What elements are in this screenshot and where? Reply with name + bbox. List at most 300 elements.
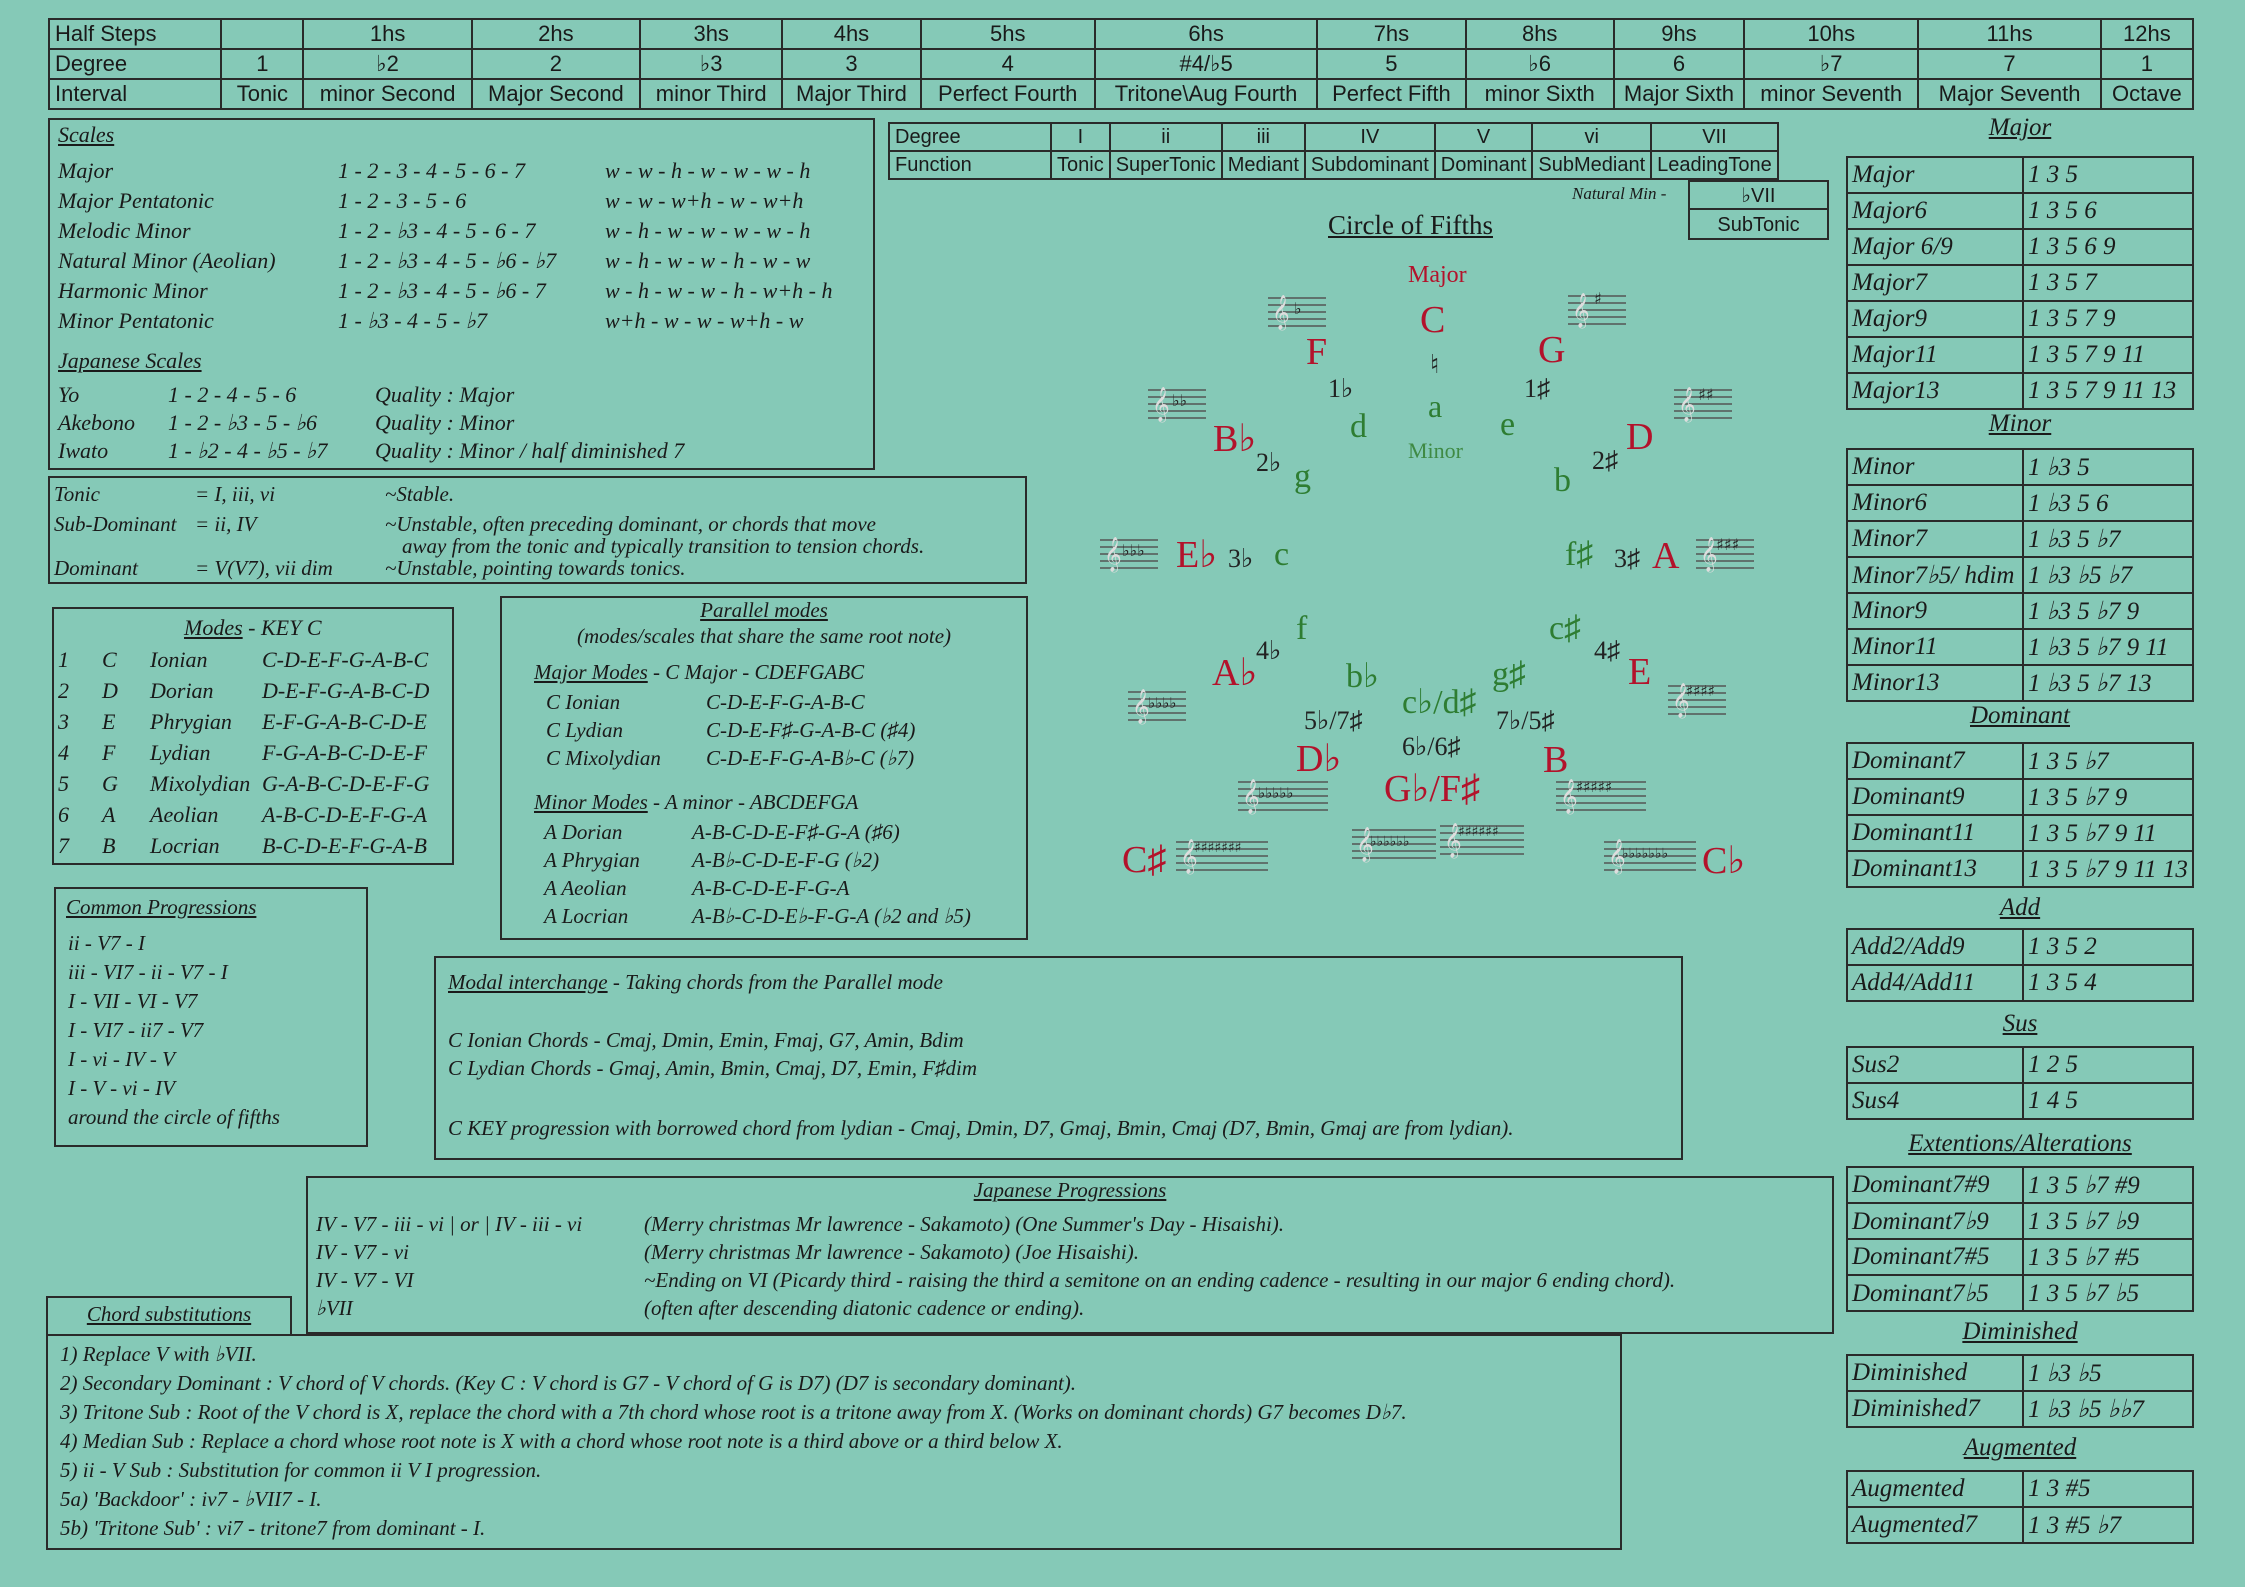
scales-title: Scales bbox=[58, 122, 115, 147]
interval-row bbox=[49, 79, 2193, 109]
substitution: 4) Median Sub : Replace a chord whose root note is X with a chord whose root note is a third above or a third below X. bbox=[60, 1429, 1063, 1453]
svg-text:♯♯♯♯♯♯♯: ♯♯♯♯♯♯♯ bbox=[1194, 840, 1242, 856]
modal-line: C KEY progression with borrowed chord from lydian - Cmaj, Dmin, D7, Gmaj, Bmin, Cmaj (D7, Bmin, Gmaj are from lydian). bbox=[448, 1116, 1514, 1140]
chord-name: Add2/Add9 bbox=[1847, 929, 2023, 965]
substitution: 3) Tritone Sub : Root of the V chord is X, replace the chord with a 7th chord whose root is a tritone away from X. (Works on dominant chords) G7 becomes D♭7. bbox=[60, 1400, 1407, 1424]
table-cell: minor Second bbox=[303, 79, 471, 109]
table-cell: V bbox=[1435, 123, 1533, 151]
chord-name: Augmented bbox=[1847, 1471, 2023, 1507]
table-cell: Tonic bbox=[1051, 151, 1110, 179]
accidental-count: 1♯ bbox=[1524, 374, 1550, 403]
chord-formula: 1 3 5 6 bbox=[2023, 193, 2193, 229]
scale-steps: w - w - h - w - w - w - h bbox=[605, 158, 811, 183]
chord-name: Augmented7 bbox=[1847, 1507, 2023, 1543]
parallel-mode-name: C Ionian bbox=[546, 690, 621, 714]
svg-text:♭♭♭: ♭♭♭ bbox=[1122, 541, 1145, 560]
chord-formula: 1 3 5 ♭7 9 11 bbox=[2023, 815, 2193, 851]
svg-text:𝄞: 𝄞 bbox=[1356, 827, 1374, 862]
chord-formula: 1 3 #5 ♭7 bbox=[2023, 1507, 2193, 1543]
svg-text:𝄞: 𝄞 bbox=[1608, 839, 1626, 874]
chord-heading: Minor bbox=[1988, 410, 2052, 437]
chord-formula: 1 3 5 4 bbox=[2023, 965, 2193, 1001]
parallel-mode-notes: A-B-C-D-E-F-G-A bbox=[692, 876, 850, 900]
circle-title: Circle of Fifths bbox=[1328, 210, 1493, 240]
table-cell: minor Seventh bbox=[1744, 79, 1918, 109]
table-cell: Major Second bbox=[472, 79, 640, 109]
scale-degrees: 1 - 2 - ♭3 - 4 - 5 - ♭6 - 7 bbox=[338, 278, 546, 303]
chord-name: Diminished bbox=[1847, 1355, 2023, 1391]
staff-icon bbox=[1440, 820, 1524, 860]
chord-heading: Extentions/Alterations bbox=[1908, 1130, 2132, 1157]
scale-quality: Quality : Minor / half diminished 7 bbox=[375, 438, 685, 463]
function-chords: = I, iii, vi bbox=[195, 482, 276, 506]
chord-name: Major bbox=[1847, 157, 2023, 193]
table-cell: 8hs bbox=[1466, 19, 1614, 49]
table-cell: 12hs bbox=[2101, 19, 2193, 49]
staff-icon bbox=[1100, 534, 1158, 574]
svg-text:♯♯♯♯♯♯: ♯♯♯♯♯♯ bbox=[1458, 824, 1499, 840]
modes-title-text: Modes bbox=[184, 615, 243, 640]
table-cell: 2 bbox=[472, 49, 640, 79]
minor-key: c♭/d♯ bbox=[1402, 684, 1477, 721]
chord-heading: Sus bbox=[2002, 1010, 2038, 1037]
table-cell: Major Sixth bbox=[1614, 79, 1744, 109]
substitutions-title: Chord substitutions bbox=[86, 1302, 252, 1326]
major-key: G bbox=[1538, 329, 1566, 371]
japanese-prog-desc: (often after descending diatonic cadence or ending). bbox=[644, 1296, 1085, 1320]
mode-num: 3 bbox=[58, 709, 69, 734]
chord-name: Major6 bbox=[1847, 193, 2023, 229]
chord-formula: 1 3 5 bbox=[2023, 157, 2193, 193]
sus-chords-table bbox=[1846, 1046, 2194, 1120]
chord-name: Dominant11 bbox=[1847, 815, 2023, 851]
chord-name: Dominant7♭5 bbox=[1847, 1275, 2023, 1311]
major-key: A♭ bbox=[1212, 652, 1258, 694]
major-key: E bbox=[1628, 651, 1652, 693]
svg-text:𝄞: 𝄞 bbox=[1560, 779, 1578, 814]
staff-icon bbox=[1148, 384, 1206, 424]
major-key: B bbox=[1543, 739, 1569, 781]
chord-name: Major 6/9 bbox=[1847, 229, 2023, 265]
progression: around the circle of fifths bbox=[68, 1105, 280, 1129]
svg-text:♯♯♯♯♯: ♯♯♯♯♯ bbox=[1576, 778, 1613, 796]
parallel-mode-name: A Phrygian bbox=[544, 848, 640, 872]
chord-name: Sus4 bbox=[1847, 1083, 2023, 1119]
scale-degrees: 1 - 2 - ♭3 - 4 - 5 - 6 - 7 bbox=[338, 218, 536, 243]
table-cell: Half Steps bbox=[49, 19, 221, 49]
chord-formula: 1 3 5 7 9 bbox=[2023, 301, 2193, 337]
chord-name: Minor bbox=[1847, 449, 2023, 485]
table-cell: 3 bbox=[782, 49, 920, 79]
mode-num: 7 bbox=[58, 833, 69, 858]
minor-key: a bbox=[1428, 388, 1443, 424]
chord-formula: 1 3 5 2 bbox=[2023, 929, 2193, 965]
degree-row bbox=[49, 49, 2193, 79]
mode-name: Dorian bbox=[150, 678, 214, 703]
function-name: Dominant bbox=[54, 556, 138, 580]
table-cell: 1 bbox=[2101, 49, 2193, 79]
minor-key: b bbox=[1554, 462, 1571, 499]
table-cell: 6hs bbox=[1095, 19, 1317, 49]
staff-icon bbox=[1604, 836, 1696, 876]
mode-key: A bbox=[102, 802, 116, 827]
chord-formula: 1 3 5 ♭7 9 11 13 bbox=[2023, 851, 2193, 887]
table-cell: 5 bbox=[1317, 49, 1465, 79]
table-cell: 2hs bbox=[472, 19, 640, 49]
table-cell: ii bbox=[1110, 123, 1222, 151]
japanese-scales-title: Japanese Scales bbox=[58, 348, 202, 373]
parallel-mode-notes: A-B♭-C-D-E♭-F-G-A (♭2 and ♭5) bbox=[692, 904, 971, 928]
staff-icon bbox=[1268, 292, 1326, 332]
accidental-count: 4♭ bbox=[1256, 636, 1282, 665]
augmented-chords-table bbox=[1846, 1470, 2194, 1544]
scale-name: Natural Minor (Aeolian) bbox=[58, 248, 276, 273]
staff-icon bbox=[1668, 680, 1726, 720]
major-key: F bbox=[1306, 331, 1328, 373]
staff-icon bbox=[1128, 686, 1186, 726]
accidental-count: 6♭/6♯ bbox=[1402, 732, 1461, 761]
scale-degrees: 1 - 2 - 3 - 4 - 5 - 6 - 7 bbox=[338, 158, 525, 183]
scale-steps: w - h - w - w - h - w+h - h bbox=[605, 278, 833, 303]
parallel-title: Parallel modes bbox=[700, 598, 828, 622]
modal-title bbox=[448, 970, 943, 995]
minor-key: g bbox=[1294, 458, 1311, 495]
svg-text:♯♯: ♯♯ bbox=[1698, 385, 1714, 404]
svg-text:♭♭♭♭: ♭♭♭♭ bbox=[1148, 694, 1177, 712]
major-modes-title bbox=[534, 660, 864, 685]
japanese-prog: IV - V7 - vi bbox=[316, 1240, 409, 1264]
chord-formula: 1 3 5 7 bbox=[2023, 265, 2193, 301]
table-cell: Major Third bbox=[782, 79, 920, 109]
table-cell: 5hs bbox=[921, 19, 1095, 49]
function-box bbox=[48, 476, 1027, 584]
staff-icon bbox=[1696, 534, 1754, 574]
mode-key: B bbox=[102, 833, 116, 858]
table-cell: Perfect Fourth bbox=[921, 79, 1095, 109]
dominant-chords-table bbox=[1846, 742, 2194, 888]
scale-degrees: 1 - 2 - 3 - 5 - 6 bbox=[338, 188, 467, 213]
major-key: D♭ bbox=[1296, 738, 1342, 780]
mode-num: 2 bbox=[58, 678, 69, 703]
japanese-prog: IV - V7 - VI bbox=[316, 1268, 414, 1292]
staff-icon bbox=[1556, 776, 1646, 816]
mode-notes: A-B-C-D-E-F-G-A bbox=[262, 802, 427, 827]
modal-interchange-box bbox=[434, 956, 1683, 1160]
scale-steps: w+h - w - w - w+h - w bbox=[605, 308, 804, 333]
parallel-mode-notes: C-D-E-F-G-A-B-C bbox=[706, 690, 865, 714]
svg-text:♭♭♭♭♭♭♭: ♭♭♭♭♭♭♭ bbox=[1622, 846, 1669, 862]
substitution: 5b) 'Tritone Sub' : vi7 - tritone7 from dominant - I. bbox=[60, 1516, 486, 1540]
function-desc: ~Unstable, pointing towards tonics. bbox=[385, 556, 686, 580]
modal-title-text: Modal interchange bbox=[448, 970, 608, 994]
function-name: Sub-Dominant bbox=[54, 512, 177, 536]
minor-modes-title-text: Minor Modes bbox=[534, 790, 648, 814]
minor-key: f♯ bbox=[1565, 536, 1594, 573]
chord-heading: Diminished bbox=[1962, 1318, 2078, 1345]
svg-text:♭♭: ♭♭ bbox=[1172, 391, 1188, 410]
table-cell: IV bbox=[1305, 123, 1435, 151]
table-cell: ♭6 bbox=[1466, 49, 1614, 79]
chord-name: Major11 bbox=[1847, 337, 2023, 373]
chord-name: Diminished7 bbox=[1847, 1391, 2023, 1427]
svg-text:𝄞: 𝄞 bbox=[1678, 387, 1696, 422]
chord-heading: Dominant bbox=[1970, 702, 2070, 729]
scale-quality: Quality : Major bbox=[375, 382, 515, 407]
chord-name: Minor7 bbox=[1847, 521, 2023, 557]
table-cell: minor Sixth bbox=[1466, 79, 1614, 109]
chord-heading: Augmented bbox=[1963, 1434, 2077, 1461]
major-label: Major bbox=[1408, 262, 1467, 288]
mode-name: Mixolydian bbox=[150, 771, 251, 796]
staff-icon bbox=[1352, 824, 1436, 864]
chord-substitutions-title-box bbox=[46, 1296, 292, 1336]
major-key: A bbox=[1652, 535, 1680, 577]
chord-formula: 1 ♭3 5 ♭7 9 bbox=[2023, 593, 2193, 629]
table-cell: ♭2 bbox=[303, 49, 471, 79]
scale-name: Akebono bbox=[58, 410, 135, 435]
chord-formula: 1 3 5 ♭7 ♭9 bbox=[2023, 1203, 2193, 1239]
mode-notes: G-A-B-C-D-E-F-G bbox=[262, 771, 430, 796]
minor-modes-title bbox=[534, 790, 858, 815]
function-desc: away from the tonic and typically transition to tension chords. bbox=[402, 534, 925, 558]
scale-name: Melodic Minor bbox=[58, 218, 191, 243]
minor-modes-title-suffix: - A minor - ABCDEFGA bbox=[647, 790, 859, 814]
parallel-mode-name: A Aeolian bbox=[544, 876, 627, 900]
table-cell: I bbox=[1051, 123, 1110, 151]
accidental-count: 1♭ bbox=[1328, 374, 1354, 403]
scale-name: Minor Pentatonic bbox=[58, 308, 214, 333]
modal-title-suffix: - Taking chords from the Parallel mode bbox=[607, 970, 944, 994]
table-cell: minor Third bbox=[640, 79, 782, 109]
common-progressions-box bbox=[54, 887, 368, 1147]
chord-substitutions-box bbox=[46, 1334, 1622, 1550]
accidental-count: 2♯ bbox=[1592, 446, 1618, 475]
minor-key: c♯ bbox=[1549, 610, 1582, 647]
svg-text:♭♭♭♭♭: ♭♭♭♭♭ bbox=[1258, 784, 1294, 802]
substitution: 2) Secondary Dominant : V chord of V chords. (Key C : V chord is G7 - V chord of G is D7) (D7 is secondary dominant). bbox=[60, 1371, 1077, 1395]
parallel-mode-name: A Dorian bbox=[544, 820, 623, 844]
staff-icon bbox=[1568, 290, 1626, 330]
mode-notes: B-C-D-E-F-G-A-B bbox=[262, 833, 427, 858]
chord-name: Minor13 bbox=[1847, 665, 2023, 701]
common-title: Common Progressions bbox=[66, 895, 257, 919]
mode-num: 4 bbox=[58, 740, 69, 765]
parallel-mode-name: C Lydian bbox=[546, 718, 623, 742]
table-cell: LeadingTone bbox=[1651, 151, 1778, 179]
minor-key: c bbox=[1274, 536, 1290, 573]
chord-formula: 1 3 5 7 9 11 bbox=[2023, 337, 2193, 373]
progression: I - vi - IV - V bbox=[68, 1047, 175, 1071]
scale-degrees: 1 - 2 - ♭3 - 4 - 5 - ♭6 - ♭7 bbox=[338, 248, 557, 273]
accidental-count: 5♭/7♯ bbox=[1304, 706, 1363, 735]
svg-text:𝄞: 𝄞 bbox=[1242, 779, 1260, 814]
table-cell: 7hs bbox=[1317, 19, 1465, 49]
table-cell: Tritone\Aug Fourth bbox=[1095, 79, 1317, 109]
chord-formula: 1 ♭3 5 ♭7 bbox=[2023, 521, 2193, 557]
svg-text:𝄞: 𝄞 bbox=[1104, 537, 1122, 572]
minor-label: Minor bbox=[1408, 438, 1463, 463]
table-cell: 1hs bbox=[303, 19, 471, 49]
table-cell: Octave bbox=[2101, 79, 2193, 109]
minor-key: e bbox=[1500, 406, 1516, 443]
diminished-chords-table bbox=[1846, 1354, 2194, 1428]
svg-text:𝄞: 𝄞 bbox=[1272, 295, 1290, 330]
table-cell: #4/♭5 bbox=[1095, 49, 1317, 79]
scale-name: Major bbox=[58, 158, 113, 183]
chord-name: Add4/Add11 bbox=[1847, 965, 2023, 1001]
scale-steps: w - h - w - w - h - w - w bbox=[605, 248, 811, 273]
chord-heading: Add bbox=[1999, 894, 2041, 921]
table-cell: 4hs bbox=[782, 19, 920, 49]
scale-name: Iwato bbox=[58, 438, 109, 463]
svg-text:𝄞: 𝄞 bbox=[1132, 689, 1150, 724]
extensions-chords-table bbox=[1846, 1166, 2194, 1312]
scale-quality: Quality : Minor bbox=[375, 410, 515, 435]
function-name: Tonic bbox=[54, 482, 100, 506]
parallel-mode-notes: C-D-E-F♯-G-A-B-C (♯4) bbox=[706, 718, 916, 742]
mode-num: 6 bbox=[58, 802, 69, 827]
mode-key: D bbox=[102, 678, 118, 703]
table-cell: Degree bbox=[49, 49, 221, 79]
mode-notes: F-G-A-B-C-D-E-F bbox=[262, 740, 427, 765]
mode-key: G bbox=[102, 771, 118, 796]
chord-name: Major7 bbox=[1847, 265, 2023, 301]
interval-table bbox=[48, 18, 2194, 110]
modes-title-suffix: - KEY C bbox=[242, 615, 322, 640]
mode-name: Locrian bbox=[150, 833, 220, 858]
scale-degrees: 1 - ♭2 - 4 - ♭5 - ♭7 bbox=[168, 438, 328, 463]
major-key: D bbox=[1626, 416, 1654, 458]
table-cell: 6 bbox=[1614, 49, 1744, 79]
table-cell: 9hs bbox=[1614, 19, 1744, 49]
staff-icon bbox=[1176, 836, 1268, 876]
chord-name: Minor9 bbox=[1847, 593, 2023, 629]
chord-formula: 1 3 5 6 9 bbox=[2023, 229, 2193, 265]
parallel-modes-box bbox=[500, 596, 1028, 940]
minor-chords-table bbox=[1846, 448, 2194, 702]
scale-degrees: 1 - ♭3 - 4 - 5 - ♭7 bbox=[338, 308, 488, 333]
major-key: G♭/F♯ bbox=[1384, 768, 1481, 810]
mode-name: Ionian bbox=[150, 647, 208, 672]
modal-line: C Lydian Chords - Gmaj, Amin, Bmin, Cmaj, D7, Emin, F♯dim bbox=[448, 1056, 978, 1080]
svg-text:𝄞: 𝄞 bbox=[1572, 293, 1590, 328]
mode-notes: E-F-G-A-B-C-D-E bbox=[262, 709, 427, 734]
function-chords: = V(V7), vii dim bbox=[195, 556, 333, 580]
chord-formula: 1 ♭3 5 6 bbox=[2023, 485, 2193, 521]
chord-heading: Major bbox=[1988, 114, 2052, 141]
chord-formula: 1 3 5 ♭7 bbox=[2023, 743, 2193, 779]
chord-name: Major9 bbox=[1847, 301, 2023, 337]
table-cell: iii bbox=[1222, 123, 1305, 151]
japanese-prog-desc: ~Ending on VI (Picardy third - raising the third a semitone on an ending cadence - resulting in our major 6 ending chord). bbox=[644, 1268, 1676, 1292]
mode-num: 5 bbox=[58, 771, 69, 796]
parallel-mode-notes: C-D-E-F-G-A-B♭-C (♭7) bbox=[706, 746, 915, 770]
mode-notes: C-D-E-F-G-A-B-C bbox=[262, 647, 429, 672]
major-modes-title-text: Major Modes bbox=[534, 660, 648, 684]
parallel-subtitle: (modes/scales that share the same root note) bbox=[576, 624, 952, 648]
mode-notes: D-E-F-G-A-B-C-D bbox=[262, 678, 430, 703]
chord-formula: 1 3 5 ♭7 #5 bbox=[2023, 1239, 2193, 1275]
table-cell: ♭7 bbox=[1744, 49, 1918, 79]
scale-degrees: 1 - 2 - 4 - 5 - 6 bbox=[168, 382, 297, 407]
chord-name: Minor6 bbox=[1847, 485, 2023, 521]
chord-name: Minor7♭5/ hdim bbox=[1847, 557, 2023, 593]
scale-steps: w - w - w+h - w - w+h bbox=[605, 188, 804, 213]
chord-name: Minor11 bbox=[1847, 629, 2023, 665]
accidental-count: 4♯ bbox=[1594, 636, 1620, 665]
table-cell: 1 bbox=[221, 49, 303, 79]
mode-name: Aeolian bbox=[150, 802, 219, 827]
minor-key: d bbox=[1350, 408, 1367, 445]
mode-num: 1 bbox=[58, 647, 69, 672]
table-cell: SubMediant bbox=[1532, 151, 1651, 179]
table-cell: 3hs bbox=[640, 19, 782, 49]
svg-text:𝄞: 𝄞 bbox=[1180, 839, 1198, 874]
minor-key: g♯ bbox=[1492, 656, 1526, 693]
svg-text:𝄞: 𝄞 bbox=[1672, 683, 1690, 718]
table-cell: Subdominant bbox=[1305, 151, 1435, 179]
progression: I - VI7 - ii7 - V7 bbox=[68, 1018, 204, 1042]
parallel-mode-name: C Mixolydian bbox=[546, 746, 661, 770]
progression: I - V - vi - IV bbox=[68, 1076, 175, 1100]
mode-name: Phrygian bbox=[150, 709, 232, 734]
staff-icon bbox=[1238, 776, 1328, 816]
table-cell: Dominant bbox=[1435, 151, 1533, 179]
accidental-count: 3♯ bbox=[1614, 544, 1640, 573]
chord-formula: 1 ♭3 ♭5 ♭7 bbox=[2023, 557, 2193, 593]
table-cell bbox=[221, 19, 303, 49]
table-cell: 11hs bbox=[1918, 19, 2100, 49]
minor-key: b♭ bbox=[1346, 658, 1380, 695]
chord-formula: 1 3 5 7 9 11 13 bbox=[2023, 373, 2193, 409]
progression: iii - VI7 - ii - V7 - I bbox=[68, 960, 228, 984]
major-chords-table bbox=[1846, 156, 2194, 410]
svg-text:𝄞: 𝄞 bbox=[1444, 823, 1462, 858]
accidental-count: 3♭ bbox=[1228, 544, 1254, 573]
mode-key: E bbox=[102, 709, 116, 734]
chord-name: Major13 bbox=[1847, 373, 2023, 409]
natural-min-label: Natural Min - bbox=[1572, 184, 1667, 203]
chord-formula: 1 ♭3 5 ♭7 9 11 bbox=[2023, 629, 2193, 665]
chord-name: Dominant7#9 bbox=[1847, 1167, 2023, 1203]
accidental-count: 2♭ bbox=[1256, 448, 1282, 477]
table-cell: Major Seventh bbox=[1918, 79, 2100, 109]
parallel-mode-name: A Locrian bbox=[544, 904, 629, 928]
japanese-prog: ♭VII bbox=[316, 1296, 353, 1320]
svg-text:♯: ♯ bbox=[1594, 290, 1602, 308]
substitution: 5a) 'Backdoor' : iv7 - ♭VII7 - I. bbox=[60, 1487, 322, 1511]
major-key: C♯ bbox=[1122, 839, 1167, 881]
chord-formula: 1 3 #5 bbox=[2023, 1471, 2193, 1507]
svg-text:𝄞: 𝄞 bbox=[1700, 537, 1718, 572]
svg-text:♯♯♯♯: ♯♯♯♯ bbox=[1686, 682, 1716, 700]
japanese-progressions-box bbox=[306, 1176, 1834, 1334]
parallel-mode-notes: A-B♭-C-D-E-F-G (♭2) bbox=[692, 848, 880, 872]
mode-key: F bbox=[102, 740, 116, 765]
chord-formula: 1 4 5 bbox=[2023, 1083, 2193, 1119]
natural-sign: ♮ bbox=[1430, 350, 1440, 379]
function-desc: ~Unstable, often preceding dominant, or chords that move bbox=[385, 512, 876, 536]
table-cell: ♭3 bbox=[640, 49, 782, 79]
chord-name: Dominant7♭9 bbox=[1847, 1203, 2023, 1239]
add-chords-table bbox=[1846, 928, 2194, 1002]
table-cell: 4 bbox=[921, 49, 1095, 79]
chord-formula: 1 ♭3 ♭5 ♭♭7 bbox=[2023, 1391, 2193, 1427]
natural-min-function: SubTonic bbox=[1688, 208, 1829, 240]
table-cell: vi bbox=[1532, 123, 1651, 151]
natural-min-degree: ♭VII bbox=[1688, 180, 1829, 210]
table-cell: Mediant bbox=[1222, 151, 1305, 179]
